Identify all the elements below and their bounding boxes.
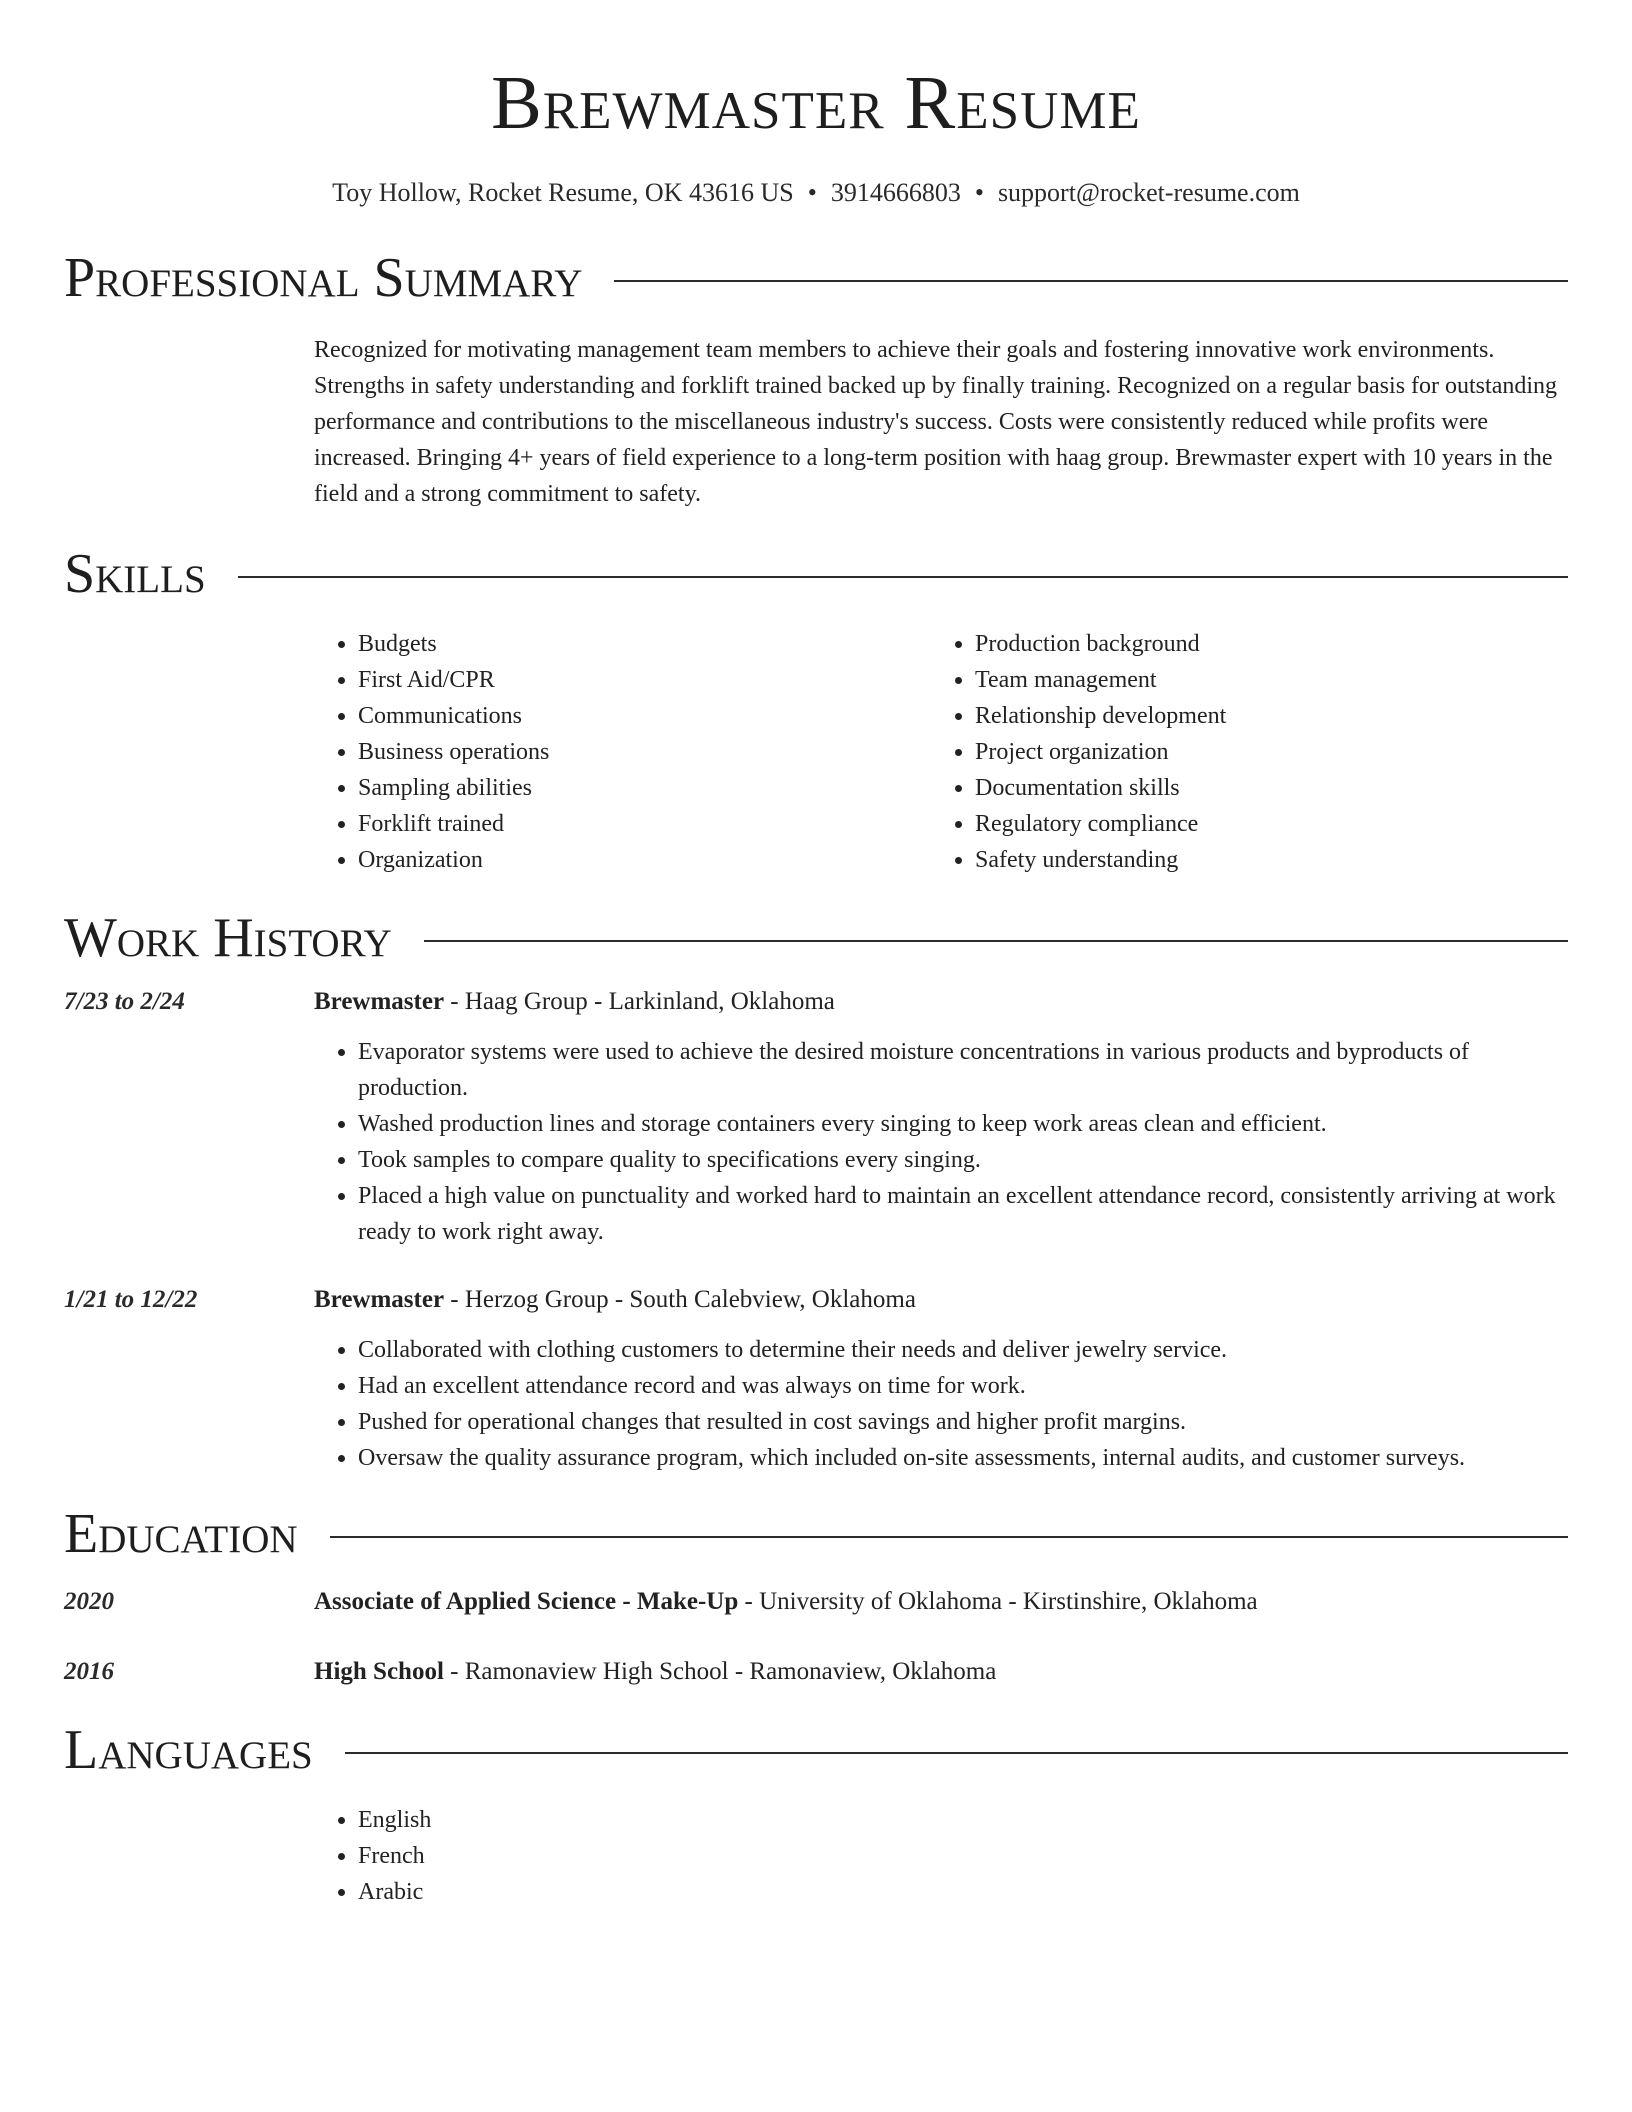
- skills-grid: [314, 626, 1568, 878]
- work-entry-header: [64, 984, 1568, 1020]
- section-divider: [330, 1536, 1568, 1538]
- job-title: Brewmaster: [314, 1286, 445, 1313]
- degree-title: Associate of Applied Science - Make-Up: [314, 1588, 739, 1615]
- skill-item: • Business operations: [358, 734, 931, 770]
- skill-item: • First Aid/CPR: [358, 662, 931, 698]
- education-section-title: Education: [64, 1503, 298, 1565]
- section-divider: [614, 280, 1568, 282]
- work-bullet: • Had an excellent attendance record and was always on time for work.: [358, 1368, 1568, 1404]
- contact-separator: •: [807, 178, 817, 207]
- work-section-header: [64, 906, 1568, 970]
- education-details: [314, 1654, 1568, 1690]
- summary-text: Recognized for motivating management team members to achieve their goals and fostering innovative work environments. Strengths in safety understanding and forklift trained backed up by finally training. Recognized on a regular basis for outstanding performance and contributions to the miscellaneous industry's success. Costs were consistently reduced while profits were increased. Bringing 4+ years of field experience to a long-term position with haag group. Brewmaster expert with 10 years in the field and a strong commitment to safety.: [314, 337, 1558, 507]
- skill-item: • Production background: [975, 626, 1548, 662]
- education-section-header: [64, 1502, 1568, 1566]
- work-dates: 1/21 to 12/22: [64, 1286, 198, 1313]
- skills-section-title: Skills: [64, 543, 206, 605]
- work-dates: 7/23 to 2/24: [64, 988, 185, 1015]
- education-entry: [64, 1654, 1568, 1690]
- work-bullet: • Oversaw the quality assurance program, which included on-site assessments, internal audits, and customer surveys.: [358, 1440, 1568, 1476]
- language-item: • English: [358, 1802, 1568, 1838]
- work-bullet: • Evaporator systems were used to achieve the desired moisture concentrations in various products and byproducts of production.: [358, 1034, 1568, 1106]
- languages-list: [314, 1802, 1568, 1910]
- skill-item: • Documentation skills: [975, 770, 1548, 806]
- skill-item: • Organization: [358, 842, 931, 878]
- contact-phone: 3914666803: [830, 178, 961, 207]
- contact-email: support@rocket-resume.com: [997, 178, 1300, 207]
- education-year: 2020: [64, 1588, 114, 1615]
- skills-column-right: [931, 626, 1548, 878]
- resume-header: [0, 0, 1632, 210]
- skill-item: • Sampling abilities: [358, 770, 931, 806]
- languages-section-header: [64, 1718, 1568, 1782]
- skills-column-left: [314, 626, 931, 878]
- education-entry: [64, 1584, 1568, 1620]
- contact-separator: •: [974, 178, 984, 207]
- language-item: • Arabic: [358, 1874, 1568, 1910]
- skill-item: • Safety understanding: [975, 842, 1548, 878]
- work-bullet: • Collaborated with clothing customers to determine their needs and deliver jewelry service.: [358, 1332, 1568, 1368]
- section-divider: [424, 940, 1568, 942]
- work-bullet: • Pushed for operational changes that resulted in cost savings and higher profit margins.: [358, 1404, 1568, 1440]
- work-bullet: • Washed production lines and storage containers every singing to keep work areas clean and efficient.: [358, 1106, 1568, 1142]
- contact-line: [0, 176, 1632, 210]
- work-bullet: • Took samples to compare quality to specifications every singing.: [358, 1142, 1568, 1178]
- skill-item: • Project organization: [975, 734, 1548, 770]
- summary-section-header: [64, 246, 1568, 310]
- job-details: - Herzog Group - South Calebview, Oklahoma: [444, 1286, 916, 1313]
- language-item: • French: [358, 1838, 1568, 1874]
- work-bullet: • Placed a high value on punctuality and worked hard to maintain an excellent attendance record, consistently arriving at work ready to work right away.: [358, 1178, 1568, 1250]
- education-year: 2016: [64, 1658, 114, 1685]
- resume-title: Brewmaster Resume: [491, 61, 1141, 145]
- school-details: - University of Oklahoma - Kirstinshire, Oklahoma: [738, 1588, 1258, 1615]
- work-entry: [314, 984, 1568, 1020]
- skill-item: • Relationship development: [975, 698, 1548, 734]
- skills-section-header: [64, 542, 1568, 606]
- degree-title: High School: [314, 1658, 444, 1685]
- skill-item: • Team management: [975, 662, 1548, 698]
- summary-section-title: Professional Summary: [64, 247, 583, 309]
- languages-section-title: Languages: [64, 1719, 313, 1781]
- job-details: - Haag Group - Larkinland, Oklahoma: [444, 988, 835, 1015]
- school-details: - Ramonaview High School - Ramonaview, Oklahoma: [443, 1658, 997, 1685]
- work-entry: [314, 1282, 1568, 1318]
- section-divider: [238, 576, 1568, 578]
- skill-item: • Communications: [358, 698, 931, 734]
- skill-item: • Regulatory compliance: [975, 806, 1548, 842]
- education-details: [314, 1584, 1568, 1620]
- section-divider: [345, 1752, 1568, 1754]
- contact-address: Toy Hollow, Rocket Resume, OK 43616 US: [332, 178, 794, 207]
- work-entry-header: [64, 1282, 1568, 1318]
- skill-item: • Budgets: [358, 626, 931, 662]
- work-section-title: Work History: [64, 907, 392, 969]
- skill-item: • Forklift trained: [358, 806, 931, 842]
- work-bullets: [314, 1034, 1568, 1250]
- job-title: Brewmaster: [314, 988, 445, 1015]
- work-bullets: [314, 1332, 1568, 1476]
